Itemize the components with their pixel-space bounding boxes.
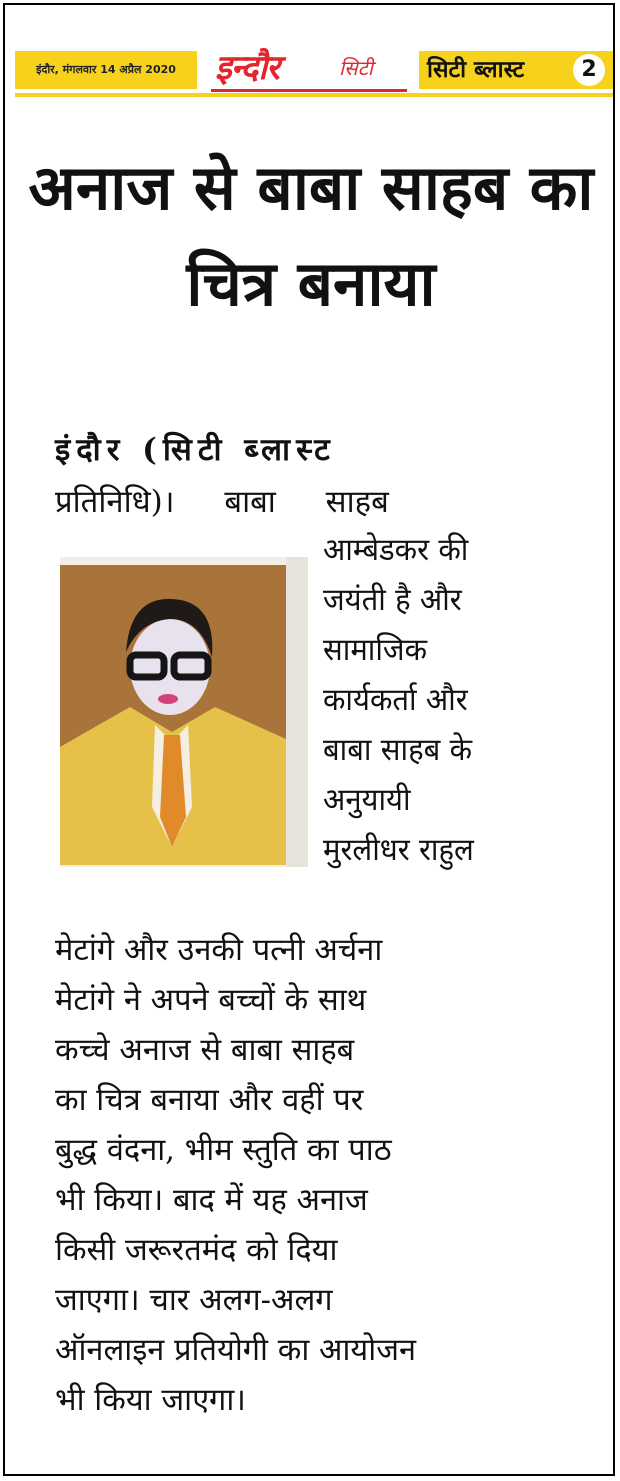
logo-underline: [211, 89, 407, 92]
article-line: भी किया जाएगा।: [55, 1382, 246, 1418]
dateline-reporter: प्रतिनिधि)।: [55, 484, 175, 520]
dateline-city: इंदौर (सिटी ब्लास्ट: [55, 432, 336, 468]
article-dateline-line2: [55, 477, 389, 527]
article-line: अनुयायी: [323, 782, 411, 818]
article-body: [55, 925, 575, 1425]
section-banner: [419, 51, 613, 89]
article-headline: अनाज से बाबा साहब का चित्र बनाया: [28, 151, 594, 320]
logo-sub-text: सिटी: [339, 56, 373, 80]
article-line: भी किया। बाद में यह अनाज: [55, 1182, 368, 1218]
article-side-column: [323, 525, 583, 875]
photo-edge: [286, 557, 308, 867]
portrait-lips: [158, 694, 178, 704]
article-dateline-line1: [55, 425, 567, 475]
article-line: किसी जरूरतमंद को दिया: [55, 1232, 338, 1268]
masthead-dateline: इंदौर, मंगलवार 14 अप्रैल 2020: [15, 51, 197, 89]
grain-portrait-photo: [60, 557, 308, 867]
article-line: मेटांगे ने अपने बच्चों के साथ: [55, 982, 367, 1018]
article-line: का चित्र बनाया और वहीं पर: [55, 1082, 364, 1118]
logo-main-text: इन्दौर: [215, 48, 279, 88]
article-line: बुद्ध वंदना, भीम स्तुति का पाठ: [55, 1132, 392, 1168]
section-label: सिटी ब्लास्ट: [427, 57, 525, 83]
article-line: मेटांगे और उनकी पत्नी अर्चना: [55, 932, 383, 968]
article-line: कच्चे अनाज से बाबा साहब: [55, 1032, 355, 1068]
article-line: जयंती है और: [323, 582, 462, 618]
article-line: ऑनलाइन प्रतियोगी का आयोजन: [55, 1332, 417, 1368]
article-line: सामाजिक: [323, 632, 428, 668]
masthead: [15, 45, 613, 97]
newspaper-logo: [201, 45, 417, 95]
masthead-rule: [15, 93, 613, 97]
article-line: मुरलीधर राहुल: [323, 832, 474, 868]
article-line: बाबा साहब के: [323, 732, 473, 768]
article-line: कार्यकर्ता और: [323, 682, 468, 718]
dateline-rest: बाबा साहब: [174, 484, 389, 520]
article-line: जाएगा। चार अलग-अलग: [55, 1282, 333, 1318]
newspaper-page: [3, 3, 615, 1476]
article-line: आम्बेडकर की: [323, 532, 469, 568]
page-number-badge: 2: [573, 54, 605, 86]
